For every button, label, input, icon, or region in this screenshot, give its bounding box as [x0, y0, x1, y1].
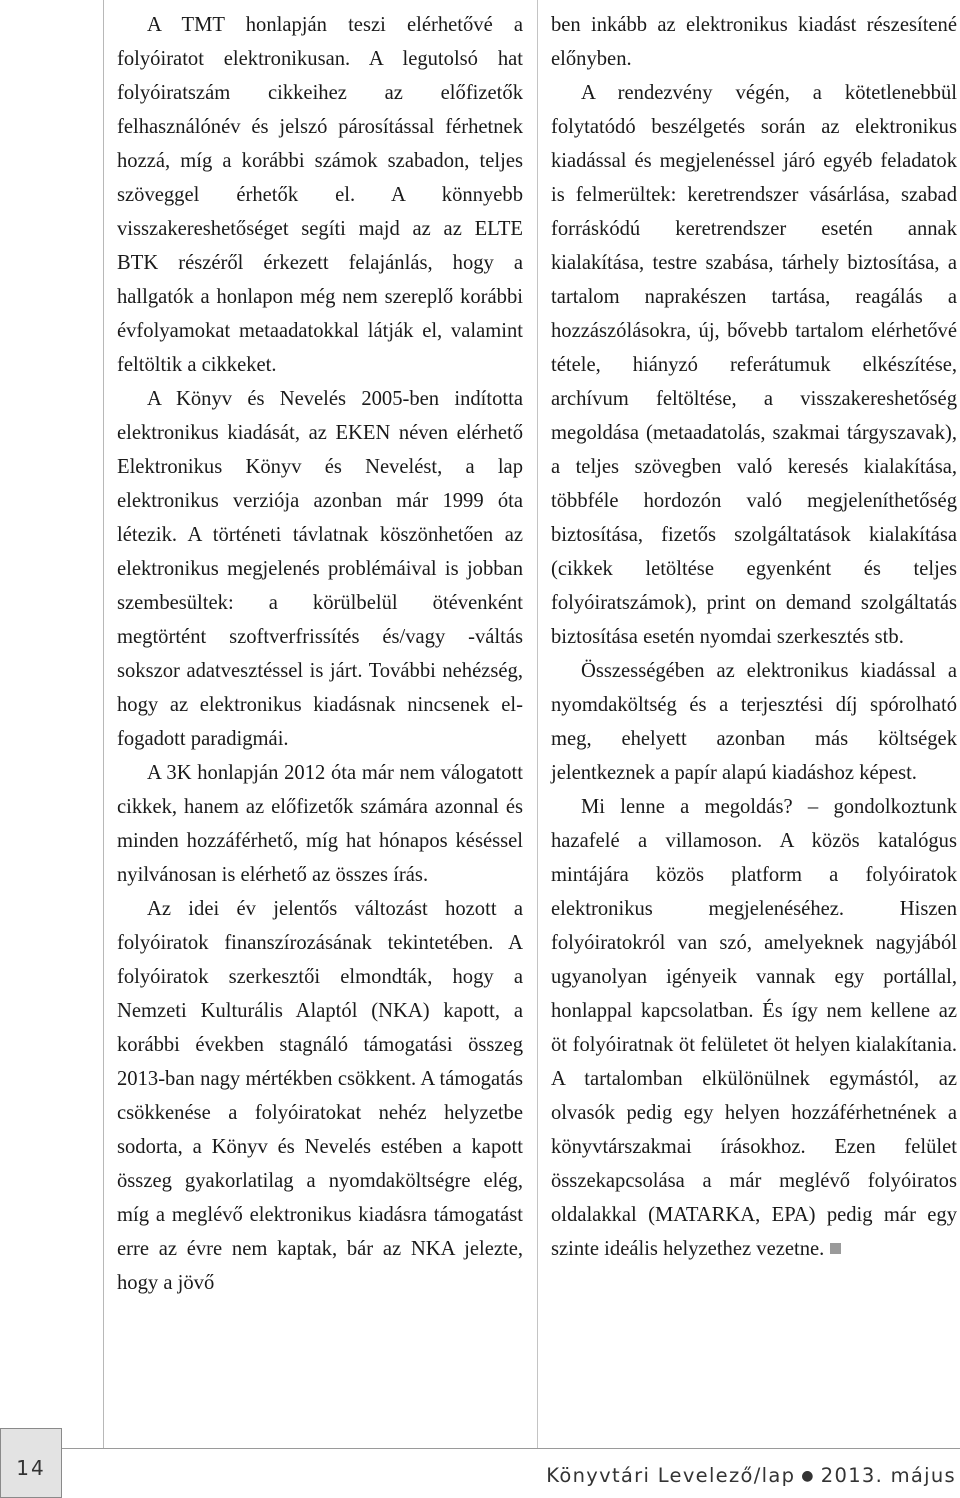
paragraph: A 3K honlapján 2012 óta már nem válogatott cikkek, hanem az előfizetők számára azonnal és minden hozzáférhető, míg hat hónapos késéssel nyilvánosan is elérhető az összes írás.: [117, 762, 523, 886]
paragraph: Az idei év jelentős változást hozott a folyóiratok finanszírozásának tekintetében. A folyóiratok szerkesztői elmondták, hogy a Nemzeti Kulturális Alaptól (NKA) kapott, a korábbi években stagnáló támogatási összeg 2013-ban nagy mértékben csökkent. A támogatás csökkenése a folyóiratokat nehéz helyzetbe sodorta, a Könyv és Nevelés estében a kapott összeg gyakorlatilag a nyomdaköltségre elég, míg a meglévő elektronikus kiadásra támogatást erre az évre nem kaptak, bár az NKA jelezte, hogy a jövő: [117, 898, 523, 1294]
paragraph: A rendezvény végén, a kötetlenebbül folytatódó beszélgetés során az elektronikus kiadással és megjelenéssel járó egyéb feladatok is felmerültek: keretrendszer vásárlása, szabad forráskódú keretrendszer esetén annak kialakítása, testre szabása, tárhely biztosítása, a tartalom naprakészen tartása, reagálás a hozzászólásokra, új, bővebb tartalom elérhetővé tétele, hiányzó referátumuk elkészítése, archívum feltöltése, a visszakereshetőség megoldása (metaadatolás, szakmai tárgyszavak), a teljes szövegben való keresés kialakítása, többféle hordozón való megjeleníthetőség biztosítása, fizetős szolgáltatások kialakítása (cikkek letöltése egyenként és teljes folyóiratszámok), print on demand szolgáltatás biztosítása esetén nyomdai szerkesztés stb.: [551, 82, 957, 648]
running-footer: [546, 1464, 956, 1487]
issue-date: 2013. május: [820, 1464, 956, 1487]
paragraph: A Könyv és Nevelés 2005-ben indította elektronikus kiadását, az EKEN néven elérhető Elektronikus Könyv és Nevelést, a lap elektronikus verziója azonban már 1999 óta létezik. A történeti távlatnak köszönhetően az elektronikus megjelenés problémáival is jobban szembesültek: a körülbelül ötévenként megtörtént szoftverfrissítés és/vagy -váltás sokszor adatvesztéssel is járt. További nehézség, hogy az elektronikus kiadásnak nincsenek elfogadott paradigmái.: [117, 388, 523, 750]
page-number: 14: [16, 1456, 46, 1480]
article-column-right: [551, 8, 957, 1266]
paragraph-last: [551, 790, 957, 1266]
journal-title: Könyvtári Levelező/lap: [546, 1464, 796, 1487]
article-end-mark-icon: [830, 1243, 841, 1254]
footer-rule: [62, 1448, 960, 1449]
paragraph: Összességében az elektronikus kiadással a nyomdaköltség és a terjesztési díj spórolható meg, ehelyett azonban más költségek jelentkeznek a papír alapú kiadáshoz képest.: [551, 660, 957, 784]
paragraph-continuation: ben inkább az elektronikus kiadást részesítené előnyben.: [551, 14, 957, 70]
left-margin-band: [0, 0, 104, 1448]
bullet-separator-icon: ●: [801, 1468, 815, 1484]
article-column-left: [117, 8, 523, 1300]
column-divider: [537, 0, 538, 1448]
paragraph-text: Mi lenne a megoldás? – gondolkoztunk hazafelé a villamoson. A közös katalógus mintájára közös platform a folyóiratok elektronikus megjelenéséhez. Hiszen folyóiratokról van szó, amelyeknek nagyjából ugyanolyan igényeik vannak egy portállal, honlappal kapcsolatban. És így nem kellene az öt folyóiratnak öt felületet öt helyen kialakítania. A tartalomban elkülönülnek egymástól, az olvasók pedig egy helyen hozzáférhetnének a könyvtárszakmai írásokhoz. Ezen felület összekapcsolása a már meglévő folyóiratos oldalakkal (MATARKA, EPA) pedig már egy szinte ideális helyzethez vezetne.: [551, 796, 957, 1260]
paragraph: A TMT honlapján teszi elérhetővé a folyóiratot elektronikusan. A legutolsó hat folyóiratszám cikkeihez az előfizetők felhasználónév és jelszó párosítással férhetnek hozzá, míg a korábbi számok szabadon, teljes szöveggel érhetők el. A könnyebb visszakereshetőséget segíti majd az az ELTE BTK részéről érkezett felajánlás, hogy a hallgatók a honlapon még nem szereplő korábbi évfolyamokat metaadatokkal látják el, valamint feltöltik a cikkeket.: [117, 14, 523, 376]
